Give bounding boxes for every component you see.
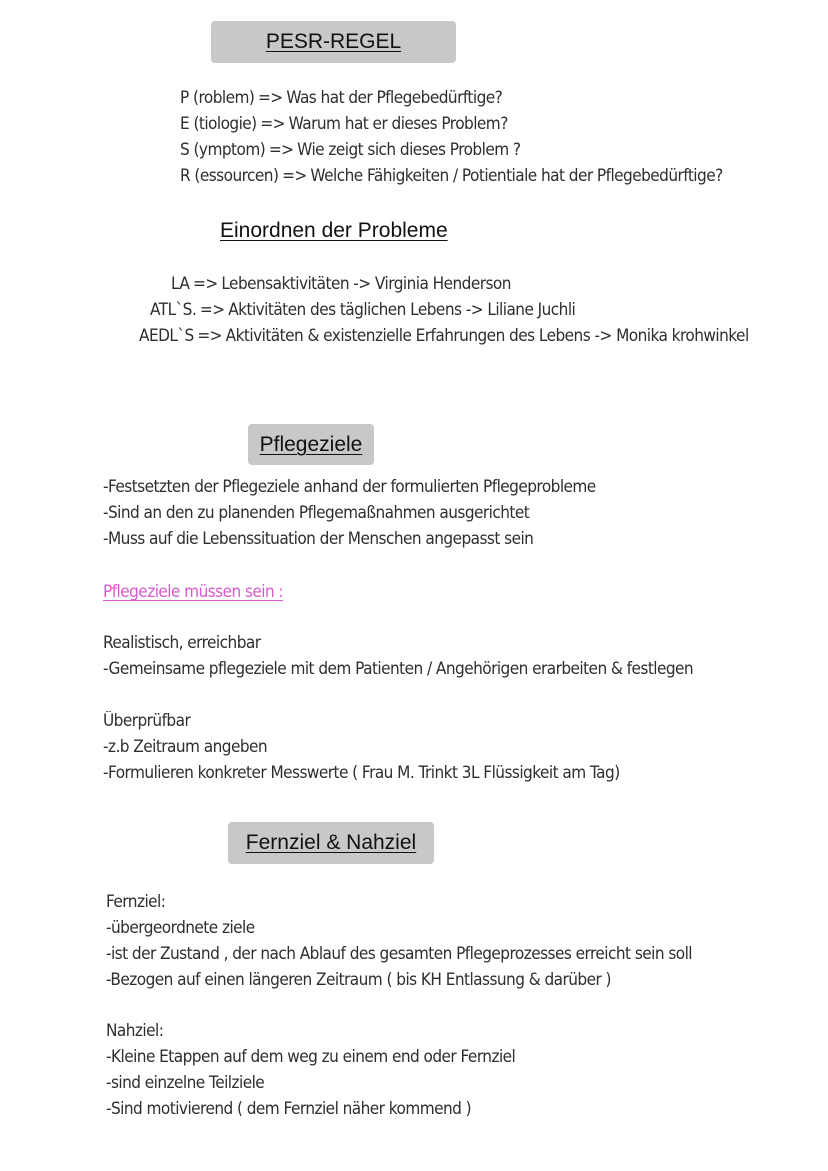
einordnen-title: Einordnen der Probleme — [220, 219, 448, 242]
ueberpruefbar-item-1: -z.b Zeitraum angeben — [103, 737, 268, 756]
fernziel-item-2: -ist der Zustand , der nach Ablauf des gesamten Pflegeprozesses erreicht sein soll — [106, 944, 693, 963]
pesr-line-e: E (tiologie) => Warum hat er dieses Problem? — [180, 114, 508, 133]
einordnen-line-la: LA => Lebensaktivitäten -> Virginia Henderson — [171, 274, 511, 293]
fernziel-item-1: -übergeordnete ziele — [106, 918, 255, 937]
nahziel-heading: Nahziel: — [106, 1021, 164, 1040]
fernziel-item-3: -Bezogen auf einen längeren Zeitraum ( bis KH Entlassung & darüber ) — [106, 970, 611, 989]
nahziel-item-3: -Sind motivierend ( dem Fernziel näher kommend ) — [106, 1099, 472, 1118]
pesr-line-s: S (ymptom) => Wie zeigt sich dieses Problem ? — [180, 140, 521, 159]
realistisch-item-1: -Gemeinsame pflegeziele mit dem Patienten / Angehörigen erarbeiten & festlegen — [103, 659, 694, 678]
pflegeziele-bullet-1: -Festsetzten der Pflegeziele anhand der formulierten Pflegeprobleme — [103, 477, 596, 496]
pflegeziele-title-box — [248, 424, 374, 465]
pesr-title: PESR-REGEL — [265, 30, 402, 53]
pflegeziele-must-be-label: Pflegeziele müssen sein : — [103, 582, 284, 601]
pflegeziele-bullet-2: -Sind an den zu planenden Pflegemaßnahmen ausgerichtet — [103, 503, 530, 522]
pflegeziele-title: Pflegeziele — [259, 432, 363, 456]
pesr-line-r: R (essourcen) => Welche Fähigkeiten / Potientiale hat der Pflegebedürftige? — [180, 166, 723, 185]
realistisch-heading: Realistisch, erreichbar — [103, 633, 261, 652]
pesr-title-box — [211, 21, 456, 63]
nahziel-item-2: -sind einzelne Teilziele — [106, 1073, 265, 1092]
fernziel-nahziel-title-box — [228, 822, 434, 864]
ueberpruefbar-item-2: -Formulieren konkreter Messwerte ( Frau M. Trinkt 3L Flüssigkeit am Tag) — [103, 763, 620, 782]
fernziel-heading: Fernziel: — [106, 892, 166, 911]
nahziel-item-1: -Kleine Etappen auf dem weg zu einem end oder Fernziel — [106, 1047, 516, 1066]
einordnen-line-atl: ATL`S. => Aktivitäten des täglichen Lebens -> Liliane Juchli — [150, 300, 576, 319]
pesr-line-p: P (roblem) => Was hat der Pflegebedürftige? — [180, 88, 503, 107]
pflegeziele-bullet-3: -Muss auf die Lebenssituation der Menschen angepasst sein — [103, 529, 534, 548]
einordnen-line-aedl: AEDL`S => Aktivitäten & existenzielle Erfahrungen des Lebens -> Monika krohwinkel — [139, 326, 749, 345]
ueberpruefbar-heading: Überprüfbar — [103, 711, 191, 730]
fernziel-nahziel-title: Fernziel & Nahziel — [245, 831, 417, 854]
